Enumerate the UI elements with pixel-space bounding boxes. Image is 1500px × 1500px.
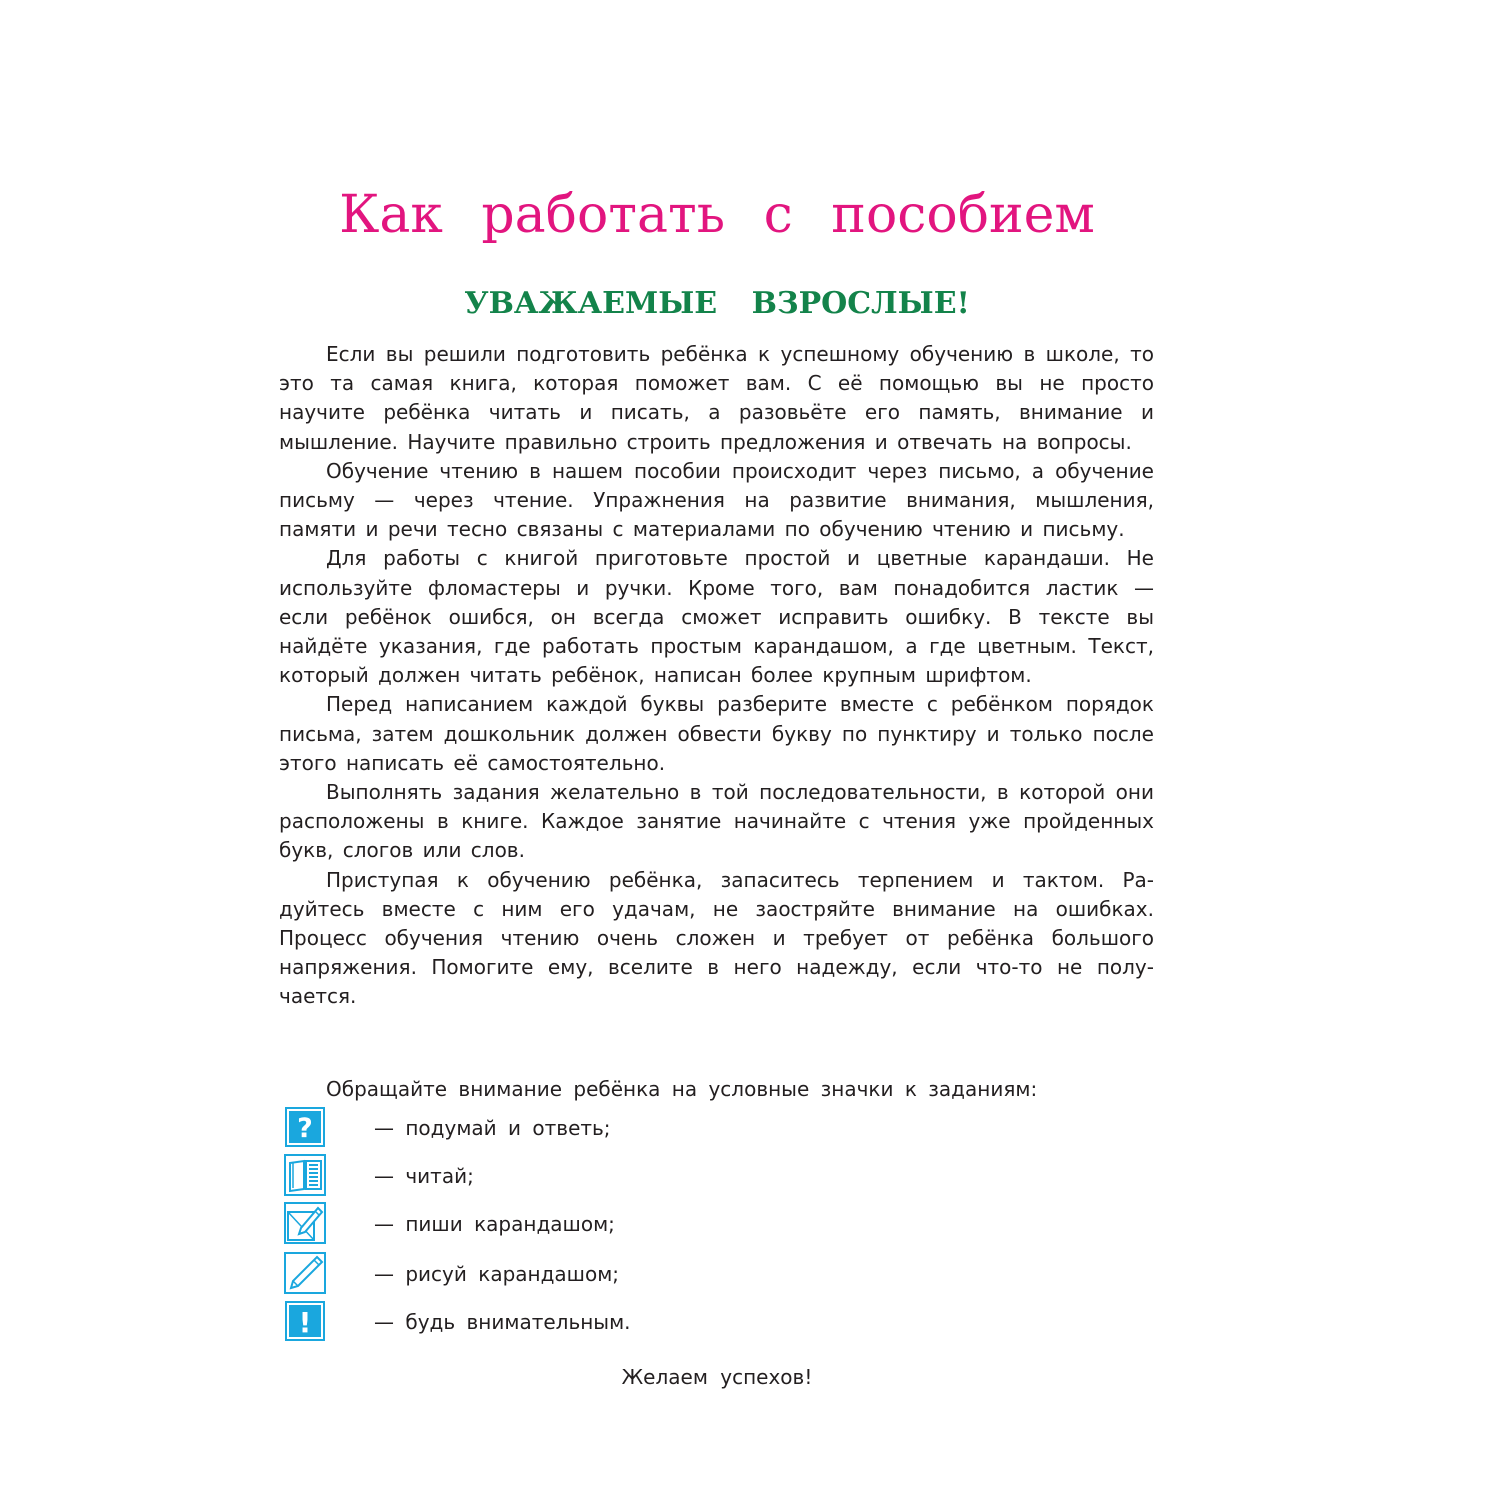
svg-text:!: ! [298, 1306, 312, 1339]
draw-pencil-icon [284, 1252, 326, 1294]
book-icon [284, 1154, 326, 1196]
legend-item [284, 1106, 784, 1150]
legend-item [284, 1202, 784, 1246]
svg-text:?: ? [297, 1113, 313, 1144]
page-subtitle: УВАЖАЕМЫЕ ВЗРОСЛЫЕ! [464, 286, 970, 321]
paragraph: Если вы решили подготовить ребёнка к успешному обучению в школе, то это та самая книга, которая поможет вам. С её помощью вы не просто научите ребёнка читать и писать, а разовьёте его память, внимание и мышление. Научите правильно строить предложения и отвечать на вопросы. [279, 342, 1154, 454]
legend-text: — пиши карандашом; [374, 1212, 615, 1236]
legend-item [284, 1300, 784, 1344]
legend-text: — рисуй карандашом; [374, 1262, 620, 1286]
paragraph: Обучение чтению в нашем пособии происходит через письмо, а обучение письму — через чтение. Упражнения на развитие внимания, мышления, памяти и речи тесно связаны с материалами по обучению чтению и письму. [279, 458, 1154, 542]
closing-text: Желаем успехов! [621, 1365, 813, 1389]
paragraph: Перед написанием каждой буквы разберите вместе с ребёнком порядок письма, затем дошкольник должен обвести букву по пунктиру и только после этого написать её самостоятельно. [279, 692, 1154, 775]
legend-text: — подумай и ответь; [374, 1116, 611, 1140]
exclamation-icon [284, 1300, 326, 1342]
page-title: Как работать с пособием [339, 185, 1095, 245]
legend-item [284, 1252, 784, 1296]
paragraph: Для работы с книгой приготовьте простой и цветные карандаши. Не используйте фломастеры и ручки. Кроме того, вам понадобится ластик — если ребёнок ошибся, он всегда сможет исправить ошибку. В тексте вы найдёте указания, где работать простым карандашом, а где цветным. Текст, который должен читать ребёнок, написан более крупным шрифтом. [279, 546, 1154, 688]
question-icon [284, 1106, 326, 1148]
legend-text: — будь внимательным. [374, 1310, 631, 1334]
body-text [279, 340, 1154, 1012]
legend-item [284, 1154, 784, 1198]
paragraph: Выполнять задания желательно в той последовательности, в которой они расположены в книге. Каждое занятие начинайте с чтения уже пройденных букв, слогов или слов. [279, 780, 1154, 863]
write-pencil-icon [284, 1202, 326, 1244]
legend-text: — читай; [374, 1164, 474, 1188]
icons-intro: Обращайте внимание ребёнка на условные значки к заданиям: [326, 1077, 1038, 1101]
paragraph: Приступая к обучению ребёнка, запаситесь терпением и тактом. Радуйтесь вместе с ним его удачам, не заостряйте внимание на ошибках. Процесс обучения чтению очень сложен и требует от ребёнка большого напряжения. Помогите ему, вселите в него надежду, если что-то не получается. [279, 867, 1154, 1009]
